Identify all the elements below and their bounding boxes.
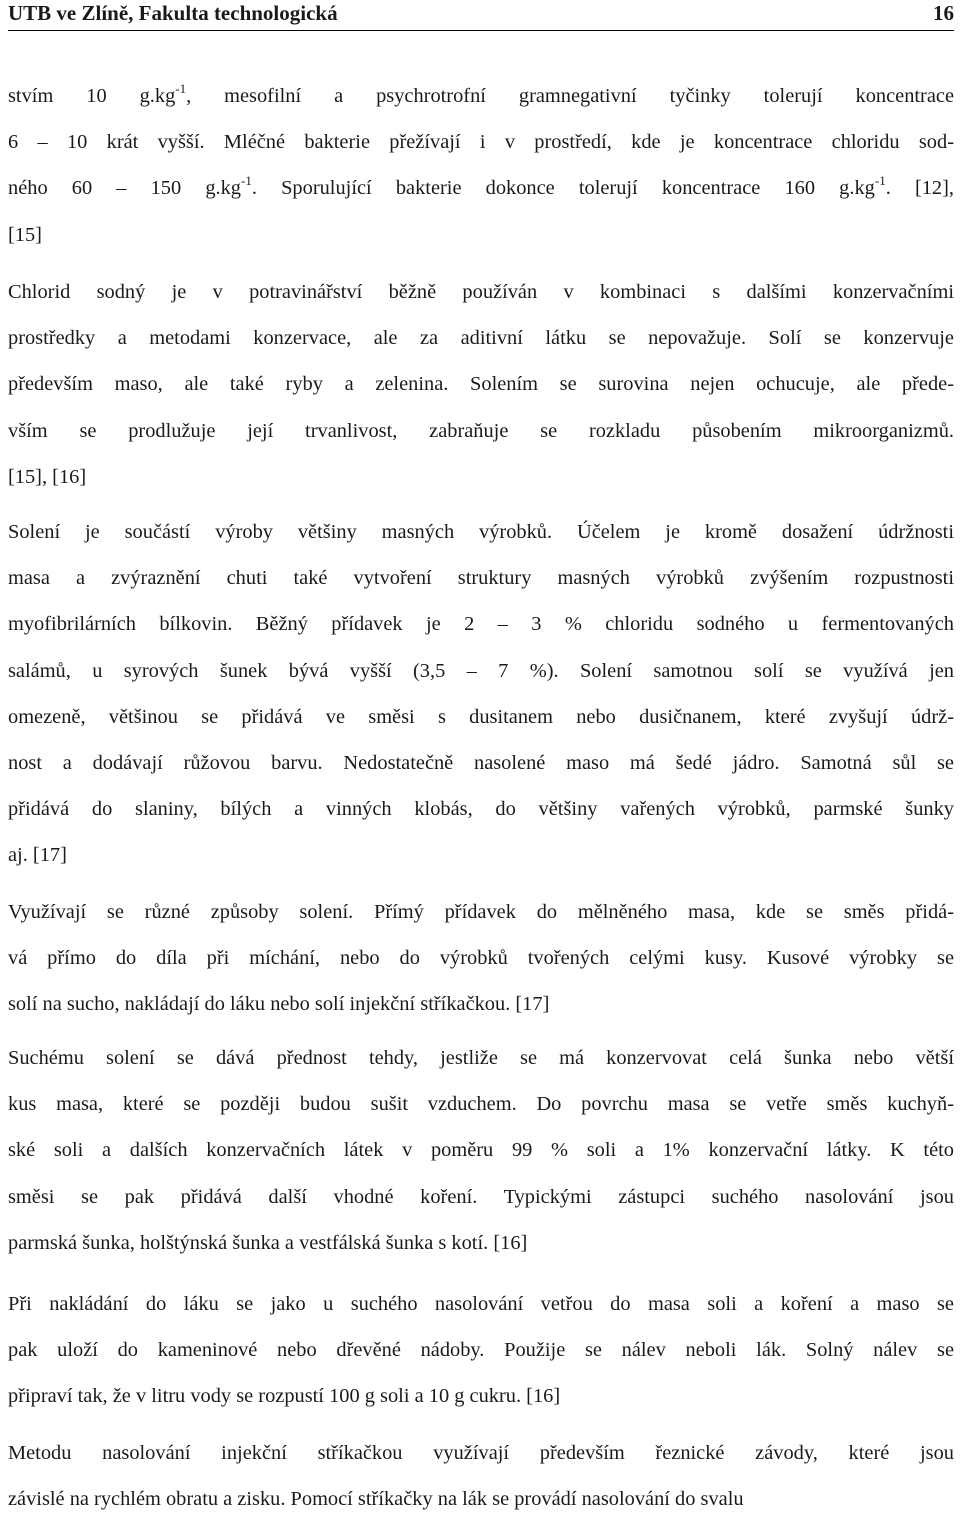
text-line (8, 1430, 954, 1476)
text-run: [15] (8, 223, 42, 246)
text-run: vá přímo do díla při míchání, nebo do výrobků tvořených celými kusy. Kusové výrobky se (8, 947, 954, 970)
text-run: solí na sucho, nakládají do láku nebo solí injekční stříkačkou. [17] (8, 993, 550, 1016)
text-line (8, 454, 954, 500)
text-run: připraví tak, že v litru vody se rozpustí 100 g soli a 10 g cukru. [16] (8, 1385, 561, 1408)
text-run: . [12], (885, 177, 955, 200)
text-run: aj. [17] (8, 844, 67, 867)
running-title: UTB ve Zlíně, Fakulta technologická (8, 1, 338, 25)
text-line (8, 601, 954, 647)
text-line (8, 1220, 954, 1266)
text-run: . Sporulující bakterie dokonce tolerují koncentrace 160 g.kg (251, 177, 875, 200)
text-line (8, 648, 954, 694)
text-run: stvím 10 g.kg (8, 85, 176, 107)
page-header (8, 0, 954, 31)
text-run: nost a dodávají růžovou barvu. Nedostatečně nasolené maso má šedé jádro. Samotná sůl se (8, 751, 954, 774)
text-line (8, 555, 954, 601)
text-line (8, 1281, 954, 1327)
paragraph (8, 509, 954, 879)
text-line (8, 361, 954, 407)
text-line (8, 786, 954, 832)
text-line (8, 1035, 954, 1081)
paragraph (8, 1281, 954, 1420)
text-line (8, 1127, 954, 1173)
text-run: [15], [16] (8, 465, 87, 488)
text-run: závislé na rychlém obratu a zisku. Pomocí stříkačky na lák se provádí nasolování do svalu (8, 1488, 744, 1511)
superscript: -1 (175, 81, 187, 96)
text-run: , mesofilní a psychrotrofní gramnegativní tyčinky tolerují koncentrace (186, 85, 954, 107)
text-run: především maso, ale také ryby a zelenina. Solením se surovina nejen ochucuje, ale přede- (8, 373, 954, 396)
text-line (8, 315, 954, 361)
text-line (8, 509, 954, 555)
text-line (8, 73, 954, 119)
text-run: Při nakládání do láku se jako u suchého nasolování vetřou do masa soli a koření a maso se (8, 1293, 954, 1315)
page-number: 16 (933, 1, 954, 25)
text-run: Solení je součástí výroby většiny masných výrobků. Účelem je kromě dosažení údržnosti (8, 521, 954, 543)
text-run: 6 – 10 krát vyšší. Mléčné bakterie přežívají i v prostředí, kde je koncentrace chloridu sod- (8, 131, 954, 154)
text-line (8, 1327, 954, 1373)
text-run: vším se prodlužuje její trvanlivost, zabraňuje se rozkladu působením mikroorganizmů. (8, 419, 954, 442)
text-line (8, 1174, 954, 1220)
text-run: přidává do slaniny, bílých a vinných klobás, do většiny vařených výrobků, parmské šunky (8, 798, 954, 821)
text-line (8, 981, 954, 1027)
text-line (8, 694, 954, 740)
text-run: ské soli a dalších konzervačních látek v poměru 99 % soli a 1% konzervační látky. K této (8, 1139, 954, 1162)
text-run: salámů, u syrových šunek bývá vyšší (3,5 – 7 %). Solení samotnou solí se využívá jen (8, 659, 954, 682)
paragraph (8, 73, 954, 258)
text-run: Využívají se různé způsoby solení. Přímý přídavek do mělněného masa, kde se směs přidá- (8, 901, 954, 923)
text-line (8, 832, 954, 878)
text-line (8, 1373, 954, 1419)
text-run: omezeně, většinou se přidává ve směsi s dusitanem nebo dusičnanem, které zvyšují údrž- (8, 705, 954, 728)
paragraph (8, 889, 954, 1028)
text-line (8, 1476, 954, 1522)
superscript: -1 (241, 173, 252, 189)
text-line (8, 1081, 954, 1127)
text-run: kus masa, které se později budou sušit vzduchem. Do povrchu masa se vetře směs kuchyň- (8, 1093, 954, 1116)
text-line (8, 889, 954, 935)
text-run: směsi se pak přidává další vhodné koření. Typickými zástupci suchého nasolování jsou (8, 1185, 954, 1208)
text-run: Chlorid sodný je v potravinářství běžně používán v kombinaci s dalšími konzervačními (8, 281, 954, 303)
text-run: pak uloží do kameninové nebo dřevěné nádoby. Použije se nálev neboli lák. Solný nálev se (8, 1339, 954, 1362)
superscript: -1 (874, 173, 886, 189)
text-run: masa a zvýraznění chuti také vytvoření struktury masných výrobků zvýšením rozpustnosti (8, 567, 954, 590)
paragraph (8, 1430, 954, 1522)
text-run: Suchému solení se dává přednost tehdy, jestliže se má konzervovat celá šunka nebo větší (8, 1047, 954, 1069)
text-line (8, 740, 954, 786)
text-run: myofibrilárních bílkovin. Běžný přídavek je 2 – 3 % chloridu sodného u fermentovaných (8, 613, 954, 636)
text-run: ného 60 – 150 g.kg (8, 177, 242, 200)
text-run: prostředky a metodami konzervace, ale za aditivní látku se nepovažuje. Solí se konzervuje (8, 327, 954, 350)
text-line (8, 408, 954, 454)
text-run: parmská šunka, holštýnská šunka a vestfálská šunka s kotí. [16] (8, 1231, 528, 1254)
paragraph (8, 1035, 954, 1266)
text-line (8, 935, 954, 981)
text-line (8, 269, 954, 315)
text-line (8, 212, 954, 258)
text-line (8, 119, 954, 165)
text-run: Metodu nasolování injekční stříkačkou využívají především řeznické závody, které jsou (8, 1442, 954, 1464)
paragraph (8, 269, 954, 500)
text-line (8, 165, 954, 211)
